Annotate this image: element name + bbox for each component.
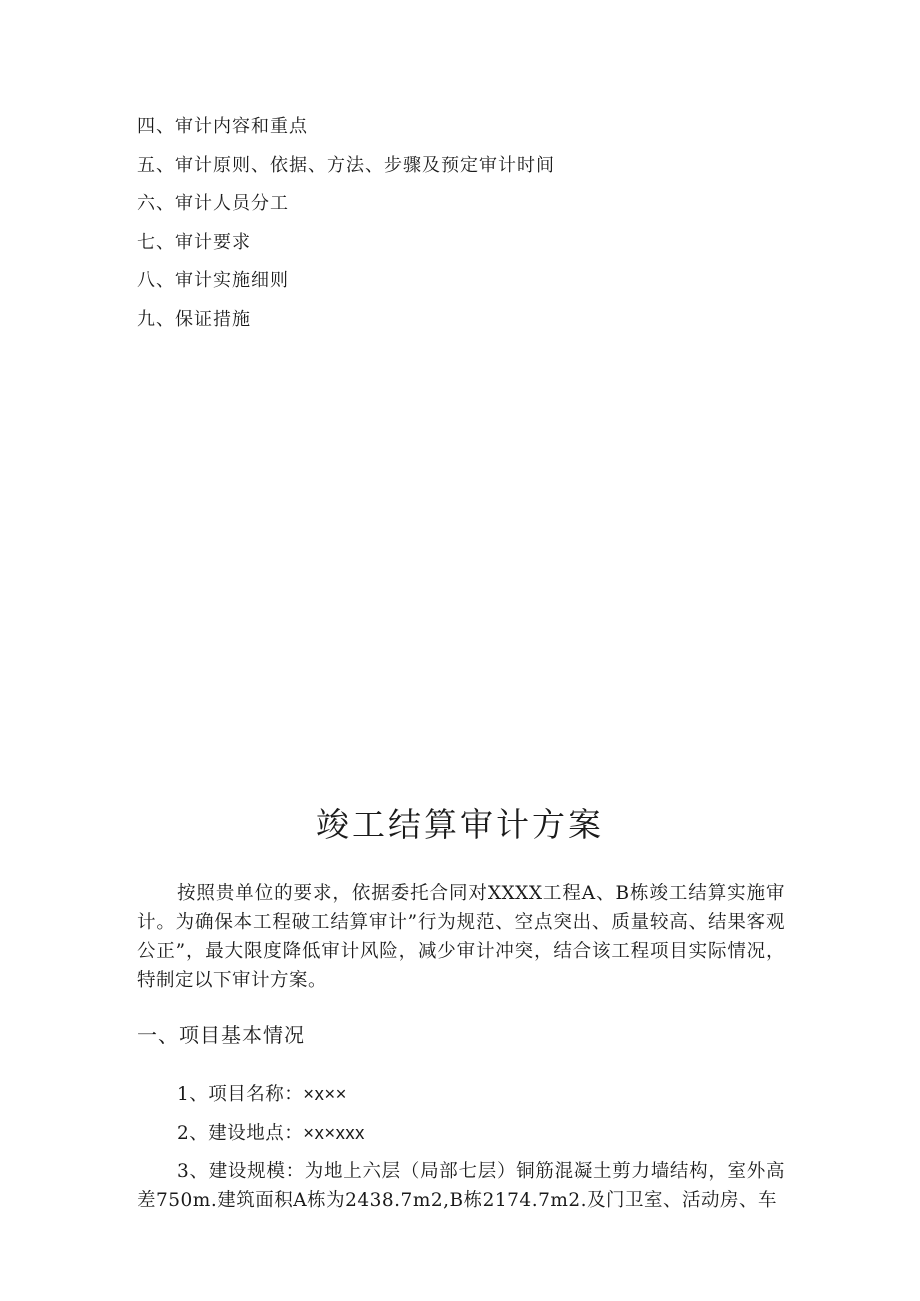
info-value: 为地上六层（局部七层）铜筋混凝土剪力墙结构，室外高差750m.建筑面积A栋为2438.7m2,B栋2174.7m2.及门卫室、活动房、车: [137, 1161, 785, 1211]
info-label: 2、建设地点：: [177, 1123, 304, 1144]
toc-item-7: 七、审计要求: [137, 231, 251, 253]
project-info-list: [137, 1079, 785, 1223]
toc-item-6: 六、审计人员分工: [137, 193, 289, 214]
info-label: 3、建设规模：: [177, 1161, 305, 1182]
document-title: 竣工结算审计方案: [316, 805, 604, 844]
info-label: 1、项目名称：: [177, 1084, 304, 1105]
info-value: ×x×xxx: [303, 1122, 365, 1143]
info-value: ×x××: [303, 1083, 347, 1104]
info-item-location: [137, 1118, 785, 1149]
info-item-scale: [137, 1157, 785, 1215]
intro-paragraph: 按照贵单位的要求，依据委托合同对XXXX工程A、B栋竣工结算实施审计。为确保本工程破工结算审计”行为规范、空点突出、质量较高、结果客观公正”，最大限度降低审计风险，减少审计冲突，结合该工程项目实际情况，特制定以下审计方案。: [137, 883, 785, 991]
toc-item-8: 八、审计实施细则: [137, 270, 289, 291]
table-of-contents: [137, 108, 837, 339]
toc-item-9: 九、保证措施: [137, 308, 251, 330]
toc-item-5: 五、审计原则、依据、方法、步骤及预定审计时间: [137, 154, 555, 176]
section-heading-project-info: 一、项目基本情况: [137, 1023, 305, 1047]
toc-item-4: 四、审计内容和重点: [137, 116, 308, 137]
info-item-project-name: [137, 1079, 785, 1110]
